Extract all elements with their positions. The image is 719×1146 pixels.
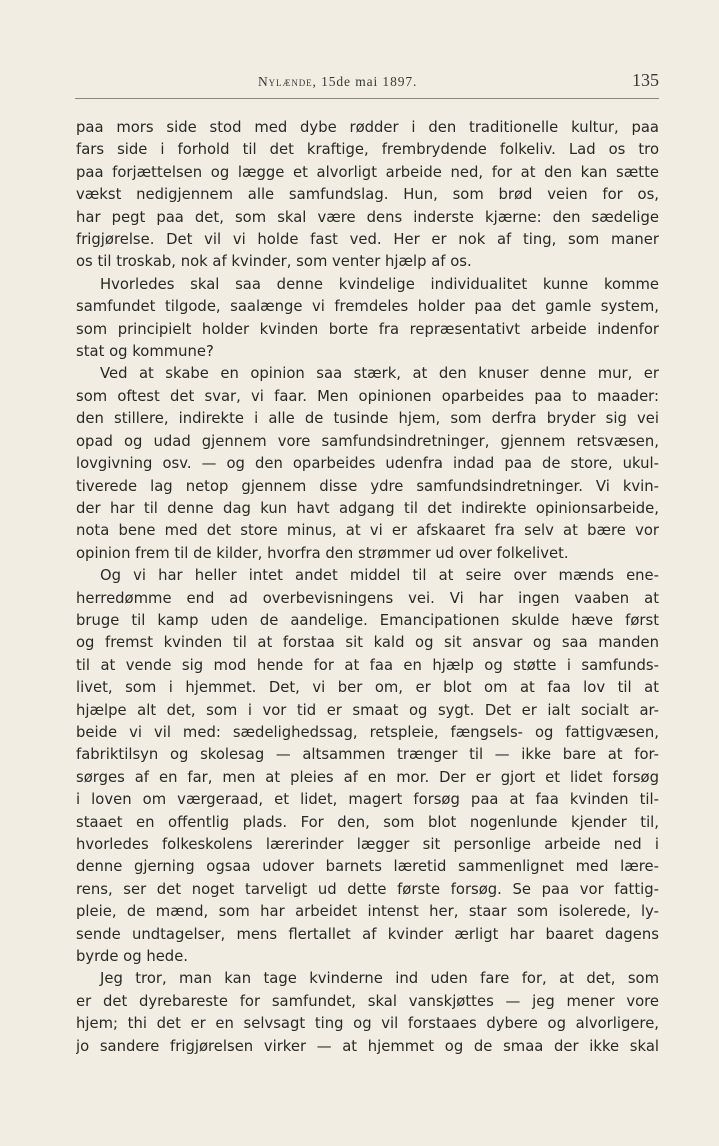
- text-line: jo sandere frigjørelsen virker — at hjemmet og de smaa der ikke skal: [76, 1037, 659, 1055]
- text-line: samfundet tilgode, saalænge vi fremdeles holder paa det gamle system,: [76, 298, 659, 316]
- text-line: Og vi har heller intet andet middel til at seire over mænds ene-: [100, 567, 659, 585]
- text-line: opinion frem til de kilder, hvorfra den strømmer ud over folkelivet.: [76, 544, 569, 562]
- text-line: som oftest det svar, vi faar. Men opinionen oparbeides paa to maader:: [76, 387, 659, 405]
- text-line: beide vi vil med: sædelighedssag, retspleie, fængsels- og fattigvæsen,: [76, 723, 659, 741]
- journal-title: Nylænde: [258, 74, 313, 89]
- text-line: hjælpe alt det, som i vor tid er smaat og sygt. Det er ialt socialt ar-: [76, 701, 659, 719]
- text-line: hvorledes folkeskolens lærerinder lægger sit personlige arbeide ned i: [76, 836, 659, 853]
- text-line: staaet en offentlig plads. For den, som blot nogenlunde kjender til,: [76, 813, 659, 831]
- text-line: opad og udad gjennem vore samfundsindretninger, gjennem retsvæsen,: [76, 432, 659, 450]
- text-line: lovgivning osv. — og den oparbeides udenfra indad paa de store, ukul-: [76, 455, 659, 473]
- text-line: og fremst kvinden til at forstaa sit kald og sit ansvar og saa manden: [76, 634, 659, 652]
- text-line: er det dyrebareste for samfundet, skal vanskjøttes — jeg mener vore: [76, 992, 659, 1010]
- text-line: nota bene med det store minus, at vi er afskaaret fra selv at bære vor: [76, 522, 659, 540]
- text-line: stat og kommune?: [76, 343, 214, 361]
- text-line: rens, ser det noget tarveligt ud dette første forsøg. Se paa vor fattig-: [76, 880, 659, 898]
- text-line: tiverede lag netop gjennem disse ydre samfundsindretninger. Vi kvin-: [76, 477, 659, 495]
- text-line: Jeg tror, man kan tage kvinderne ind uden fare for, at det, som: [100, 970, 659, 988]
- text-line: har pegt paa det, som skal være dens inderste kjærne: den sædelige: [76, 208, 659, 226]
- text-line: livet, som i hjemmet. Det, vi ber om, er blot om at faa lov til at: [76, 679, 659, 697]
- text-line: paa mors side stod med dybe rødder i den traditionelle kultur, paa: [76, 119, 659, 136]
- text-line: sende undtagelser, mens flertallet af kvinder ærligt har baaret dagens: [76, 925, 659, 943]
- text-line: som principielt holder kvinden borte fra repræsentativt arbeide indenfor: [76, 320, 659, 338]
- running-header: [258, 74, 417, 90]
- text-line: fars side i forhold til det kraftige, frembrydende folkeliv. Lad os tro: [76, 141, 659, 159]
- body-text: [76, 117, 659, 1058]
- text-line: pleie, de mænd, som har arbeidet intenst her, staar som isolerede, ly-: [76, 903, 659, 921]
- text-line: os til troskab, nok af kvinder, som venter hjælp af os.: [76, 253, 472, 271]
- text-line: bruge til kamp uden de aandelige. Emancipationen skulde hæve først: [76, 611, 659, 629]
- text-line: paa forjættelsen og lægge et alvorligt arbeide ned, for at den kan sætte: [76, 163, 659, 181]
- text-line: Ved at skabe en opinion saa stærk, at den knuser denne mur, er: [100, 365, 659, 383]
- page-number: 135: [632, 70, 659, 90]
- header-rule: [75, 98, 659, 99]
- text-line: hjem; thi det er en selvsagt ting og vil forstaaes dybere og alvorligere,: [76, 1015, 659, 1033]
- text-line: i loven om værgeraad, et lidet, magert forsøg paa at faa kvinden til-: [76, 791, 659, 809]
- text-line: fabriktilsyn og skolesag — altsammen trænger til — ikke bare at for-: [76, 746, 659, 764]
- text-line: Hvorledes skal saa denne kvindelige individualitet kunne komme: [100, 275, 659, 293]
- text-line: byrde og hede.: [76, 948, 189, 966]
- issue-date: , 15de mai 1897.: [312, 74, 418, 89]
- text-line: vækst nedigjennem alle samfundslag. Hun, som brød veien for os,: [76, 186, 659, 204]
- text-line: herredømme end ad overbevisningens vei. Vi har ingen vaaben at: [76, 589, 659, 607]
- text-line: til at vende sig mod hende for at faa en hjælp og støtte i samfunds-: [76, 656, 659, 674]
- text-line: sørges af en far, men at pleies af en mor. Der er gjort et lidet forsøg: [76, 768, 659, 786]
- text-line: frigjørelse. Det vil vi holde fast ved. Her er nok af ting, som maner: [76, 231, 659, 249]
- text-line: den stillere, indirekte i alle de tusinde hjem, som derfra bryder sig vei: [76, 410, 659, 428]
- text-line: der har til denne dag kun havt adgang til det indirekte opinionsarbeide,: [76, 499, 659, 517]
- text-line: denne gjerning ogsaa udover barnets læretid sammenlignet med lære-: [76, 858, 659, 876]
